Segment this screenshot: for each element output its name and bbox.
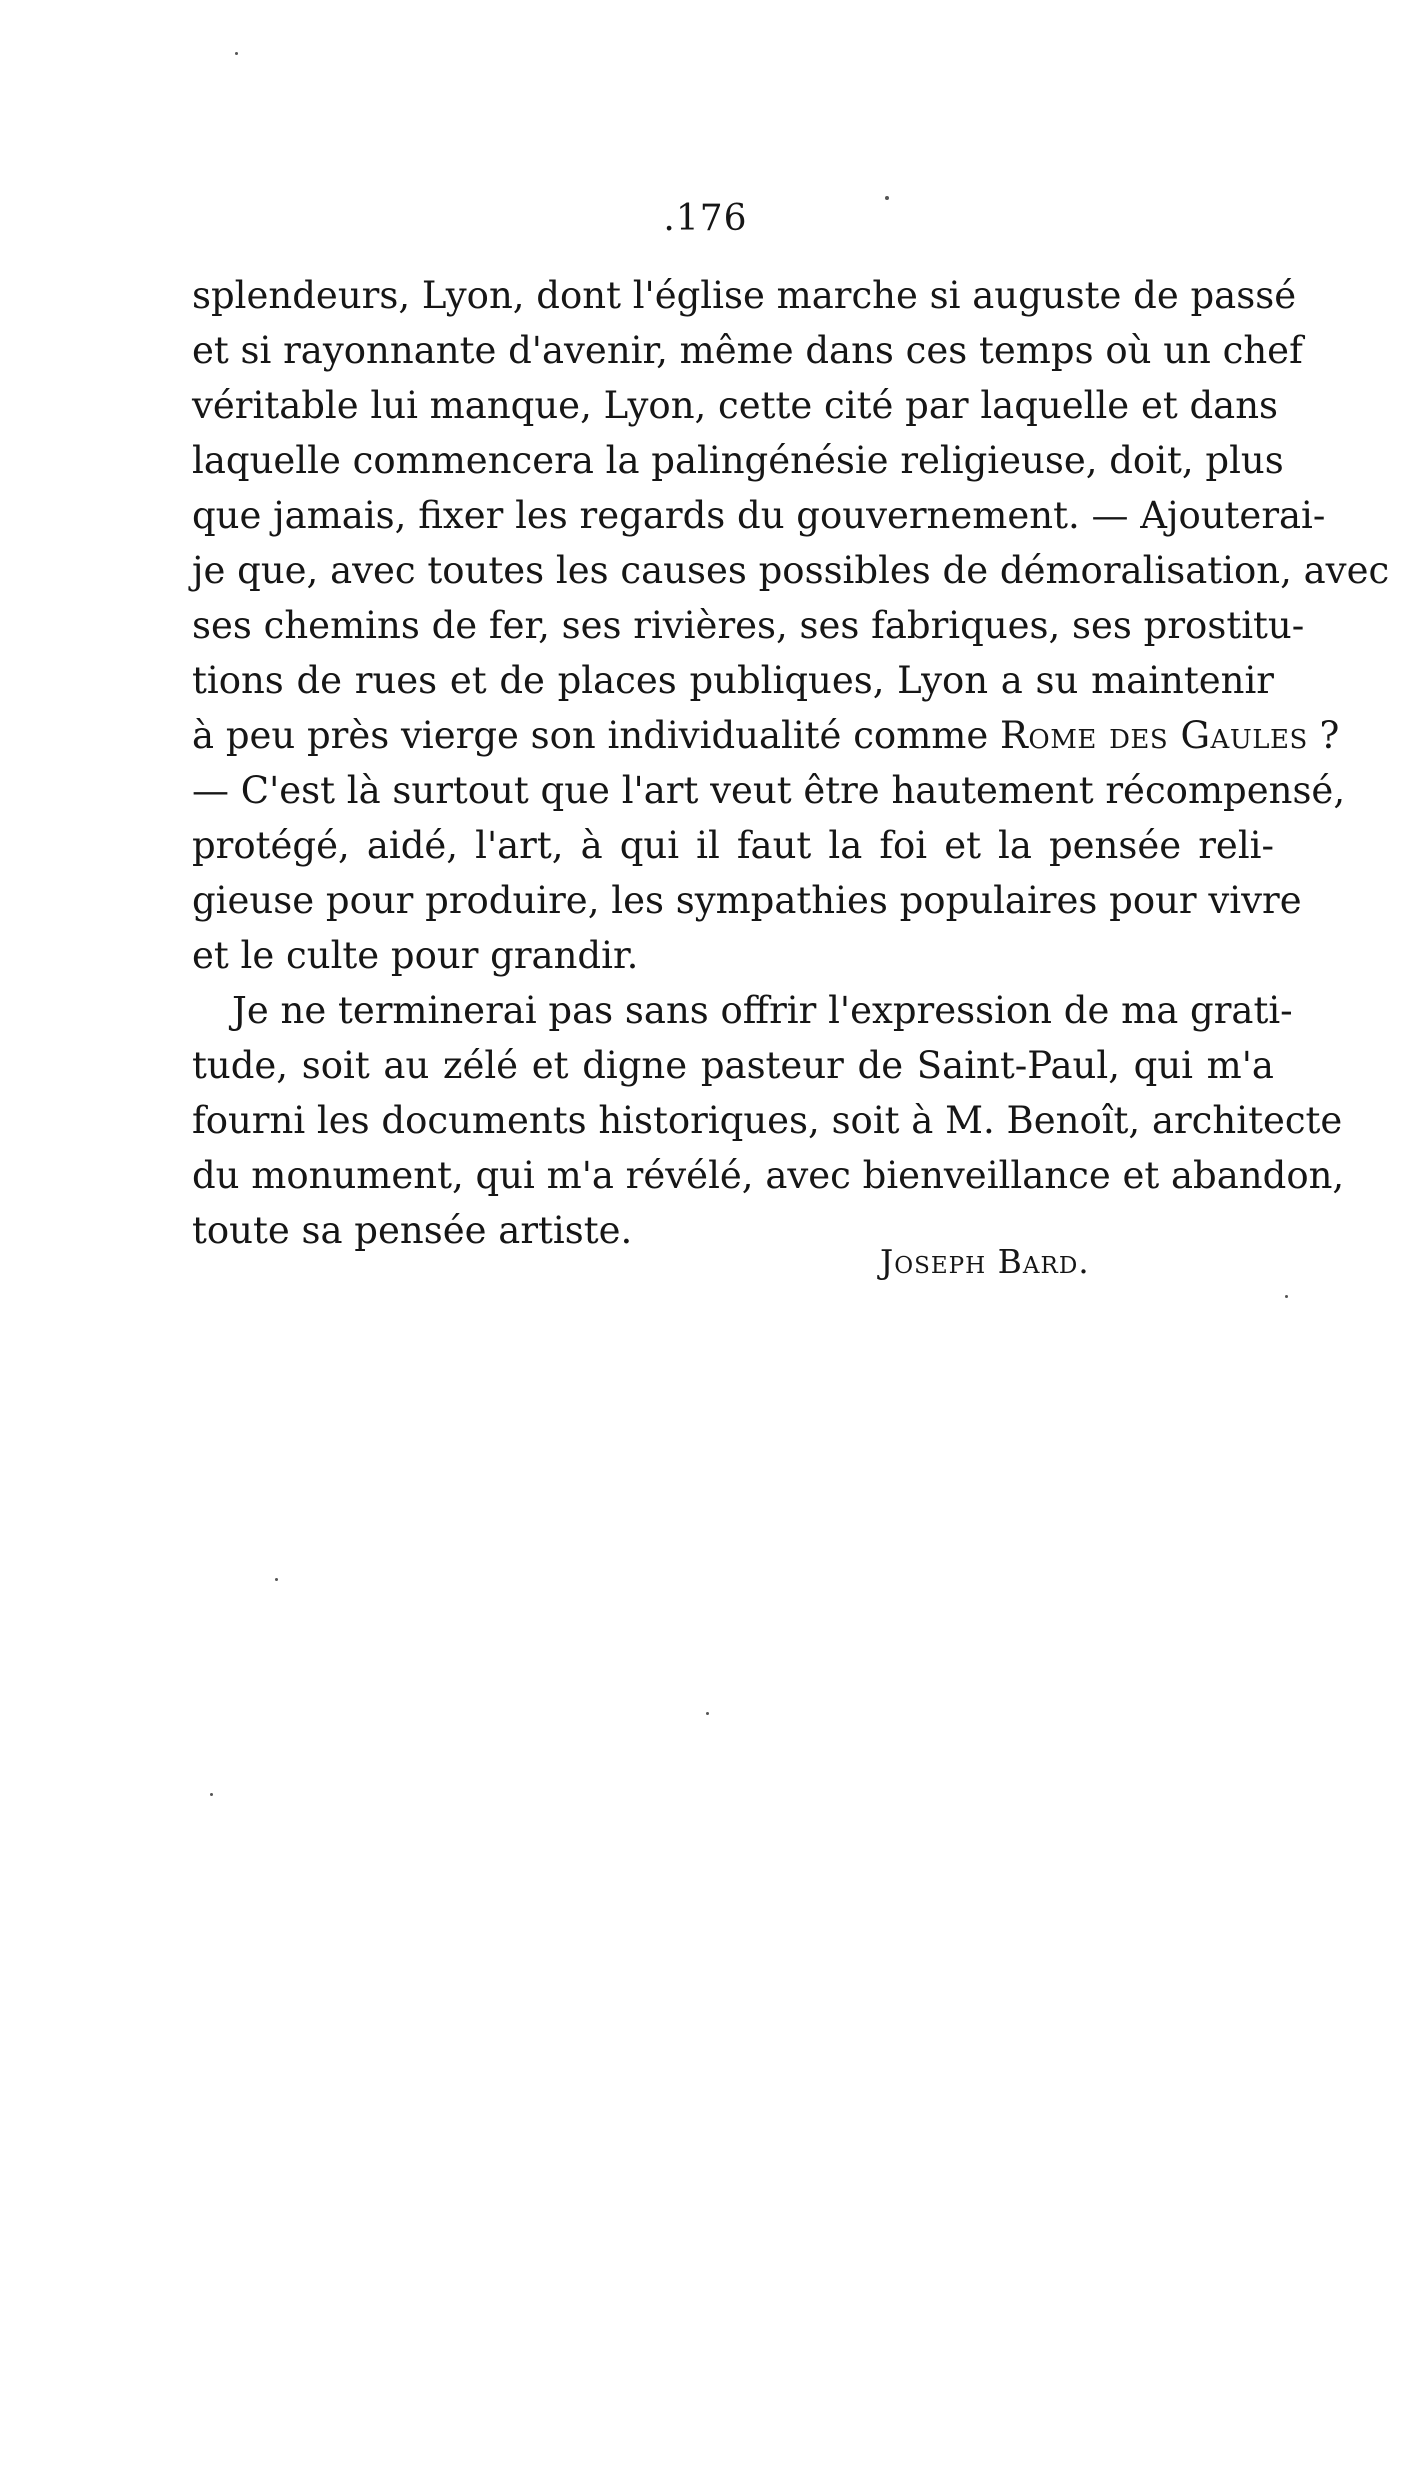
- scan-speck: [235, 52, 238, 55]
- text-line: — C'est là surtout que l'art veut être hautement récompensé,: [192, 769, 1346, 812]
- text-line: je que, avec toutes les causes possibles de démoralisation, avec: [192, 549, 1390, 592]
- text-line: fourni les documents historiques, soit à M. Benoît, architecte: [192, 1099, 1343, 1142]
- text-fragment: ?: [1307, 714, 1340, 757]
- text-line: protégé, aidé, l'art, à qui il faut la foi et la pensée reli-: [192, 824, 1274, 867]
- scan-speck: [885, 196, 889, 200]
- text-line: splendeurs, Lyon, dont l'église marche si auguste de passé: [192, 274, 1297, 317]
- scan-speck: [275, 1578, 278, 1581]
- scan-speck: [706, 1712, 709, 1715]
- text-line: que jamais, fixer les regards du gouvernement. — Ajouterai-: [192, 494, 1326, 537]
- place-name-smallcaps: Rome des Gaules: [1000, 714, 1308, 757]
- body-text: [192, 268, 1390, 1258]
- text-line: véritable lui manque, Lyon, cette cité par laquelle et dans: [192, 384, 1279, 427]
- text-line: et si rayonnante d'avenir, même dans ces temps où un chef: [192, 329, 1303, 372]
- scan-speck: [1285, 1295, 1288, 1298]
- page-number: .176: [663, 198, 748, 239]
- text-fragment: à peu près vierge son individualité comme: [192, 714, 1001, 757]
- text-line: ses chemins de fer, ses rivières, ses fabriques, ses prostitu-: [192, 604, 1305, 647]
- text-line: gieuse pour produire, les sympathies populaires pour vivre: [192, 879, 1302, 922]
- author-signature: Joseph Bard.: [880, 1242, 1090, 1281]
- text-line: Je ne terminerai pas sans offrir l'expression de ma grati-: [232, 989, 1293, 1032]
- text-line: et le culte pour grandir.: [192, 934, 639, 977]
- text-line: toute sa pensée artiste.: [192, 1209, 633, 1252]
- text-line: laquelle commencera la palingénésie religieuse, doit, plus: [192, 439, 1284, 482]
- text-line: [192, 708, 1340, 763]
- text-line: tude, soit au zélé et digne pasteur de Saint-Paul, qui m'a: [192, 1044, 1274, 1087]
- scan-speck: [210, 1793, 213, 1796]
- text-line: du monument, qui m'a révélé, avec bienveillance et abandon,: [192, 1154, 1345, 1197]
- text-line: tions de rues et de places publiques, Lyon a su maintenir: [192, 659, 1274, 702]
